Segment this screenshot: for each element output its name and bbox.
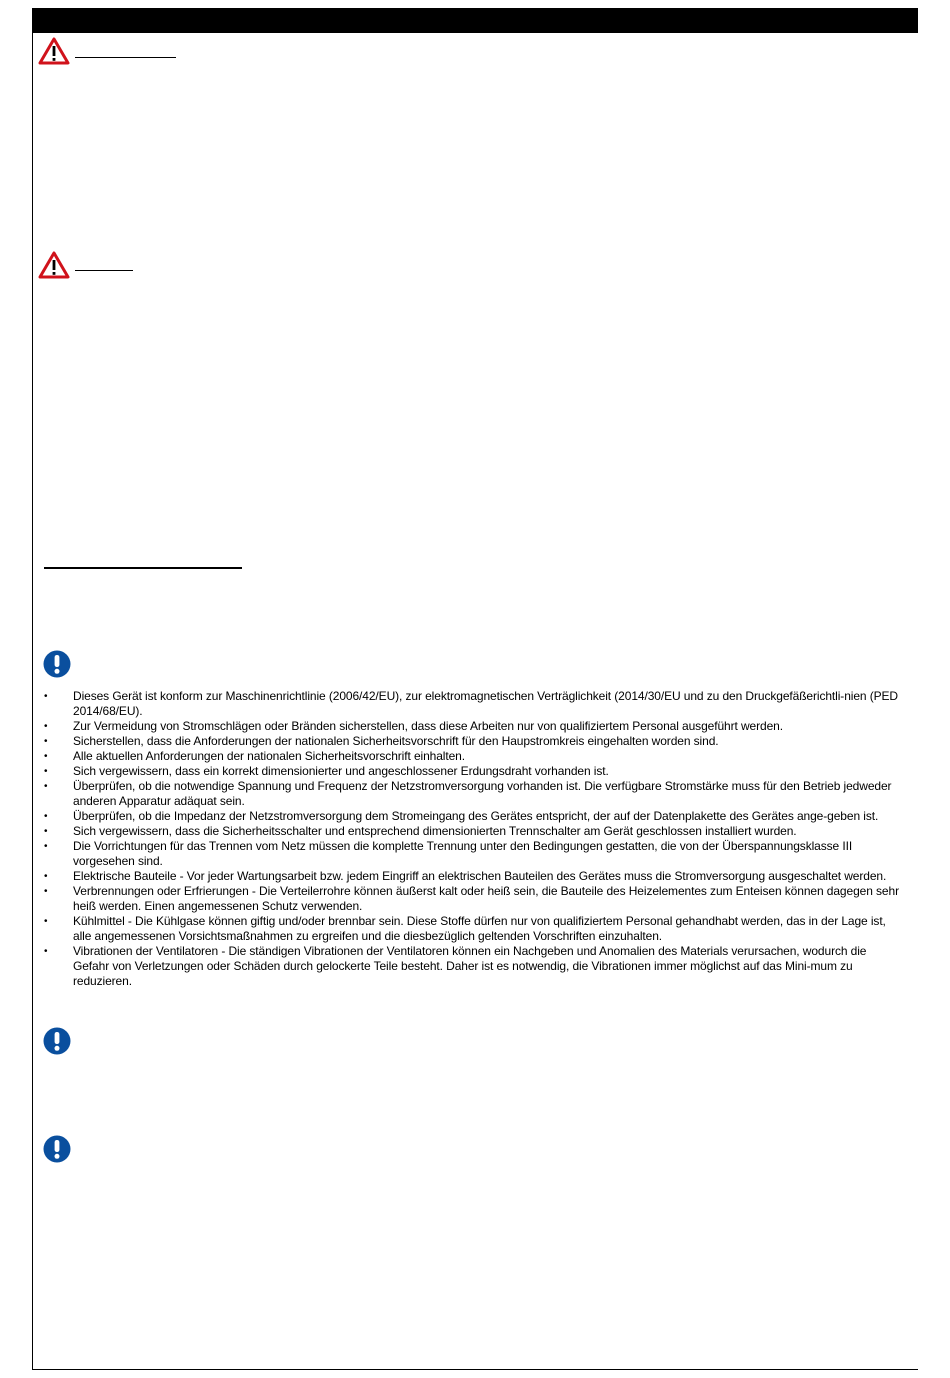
bullet-dot: • [44, 811, 48, 822]
list-item-text: Überprüfen, ob die Impedanz der Netzstromversorgung dem Stromeingang des Gerätes entspricht, der auf der Datenplakette des Gerätes ange-geben ist. [73, 809, 879, 823]
bullet-dot: • [44, 736, 48, 747]
list-item-text: Sich vergewissern, dass ein korrekt dimensionierter und angeschlossener Erdungsdraht vorhanden ist. [73, 764, 609, 778]
list-item-text: Kühlmittel - Die Kühlgase können giftig und/oder brennbar sein. Diese Stoffe dürfen nur von qualifiziertem Personal gehandhabt werden, das in der Lage ist, alle angemessenen Vorsichtsmaßnahmen zu ergreifen und die diesbezüglich geltenden Vorschriften einzuhalten. [73, 914, 886, 943]
bullet-dot: • [44, 916, 48, 927]
warning-triangle-icon [38, 251, 70, 279]
list-item [44, 944, 904, 989]
list-item-text: Verbrennungen oder Erfrierungen - Die Verteilerrohre können äußerst kalt oder heiß sein, die Bauteile des Heizelementes zum Enteisen können dagegen sehr heiß werden. Einen angemessenen Schutz verwenden. [73, 884, 899, 913]
bullet-dot: • [44, 946, 48, 957]
header-bar [32, 8, 918, 33]
section-heading-line [44, 567, 242, 569]
bullet-dot: • [44, 691, 48, 702]
list-item [44, 839, 904, 869]
list-item-text: Vibrationen der Ventilatoren - Die ständigen Vibrationen der Ventilatoren können ein Nachgeben und Anomalien des Materials verursachen, wodurch die Gefahr von Verletzungen oder Schäden durch gelockerte Teile besteht. Daher ist es notwendig, die Vibrationen immer möglichst auf das Mini-mum zu reduzieren. [73, 944, 867, 988]
list-item [44, 809, 904, 824]
list-item-text: Dieses Gerät ist konform zur Maschinenrichtlinie (2006/42/EU), zur elektromagnetischen Verträglichkeit (2014/30/EU und zu den Druckgefäßerichtli-nien (PED 2014/68/EU). [73, 689, 898, 718]
list-item [44, 824, 904, 839]
bullet-dot: • [44, 871, 48, 882]
list-item-text: Sicherstellen, dass die Anforderungen der nationalen Sicherheitsvorschrift für den Haupstromkreis eingehalten worden sind. [73, 734, 719, 748]
list-item [44, 779, 904, 809]
list-item-text: Sich vergewissern, dass die Sicherheitsschalter und entsprechend dimensionierten Trennschalter am Gerät geschlossen installiert wurden. [73, 824, 797, 838]
warning-triangle-icon [38, 37, 70, 65]
list-item-text: Überprüfen, ob die notwendige Spannung und Frequenz der Netzstromversorgung vorhanden ist. Die verfügbare Stromstärke muss für den Betrieb jedweder anderen Apparatur adäquat sein. [73, 779, 892, 808]
bullet-dot: • [44, 721, 48, 732]
list-item-text: Elektrische Bauteile - Vor jeder Wartungsarbeit bzw. jedem Eingriff an elektrischen Bauteilen des Gerätes muss die Stromversorgung ausgeschaltet werden. [73, 869, 887, 883]
list-item-text: Alle aktuellen Anforderungen der nationalen Sicherheitsvorschrift einhalten. [73, 749, 465, 763]
warning-heading-line [75, 57, 176, 58]
list-item-text: Die Vorrichtungen für das Trennen vom Netz müssen die komplette Trennung unter den Bedingungen gestatten, die von der Überspannungsklasse III vorgesehen sind. [73, 839, 853, 868]
list-item [44, 764, 904, 779]
list-item [44, 749, 904, 764]
list-item [44, 719, 904, 734]
bullet-dot: • [44, 781, 48, 792]
list-item [44, 869, 904, 884]
bullet-dot: • [44, 886, 48, 897]
bullet-dot: • [44, 826, 48, 837]
safety-bullet-list [44, 689, 904, 989]
exclamation-circle-icon [42, 1026, 72, 1056]
list-item [44, 914, 904, 944]
list-item [44, 734, 904, 749]
list-item [44, 884, 904, 914]
list-item-text: Zur Vermeidung von Stromschlägen oder Bränden sicherstellen, dass diese Arbeiten nur von qualifiziertem Personal ausgeführt werden. [73, 719, 783, 733]
bullet-dot: • [44, 766, 48, 777]
list-item [44, 689, 904, 719]
bullet-dot: • [44, 751, 48, 762]
exclamation-circle-icon [42, 1134, 72, 1164]
exclamation-circle-icon [42, 649, 72, 679]
bullet-dot: • [44, 841, 48, 852]
warning-heading-line [75, 270, 133, 271]
